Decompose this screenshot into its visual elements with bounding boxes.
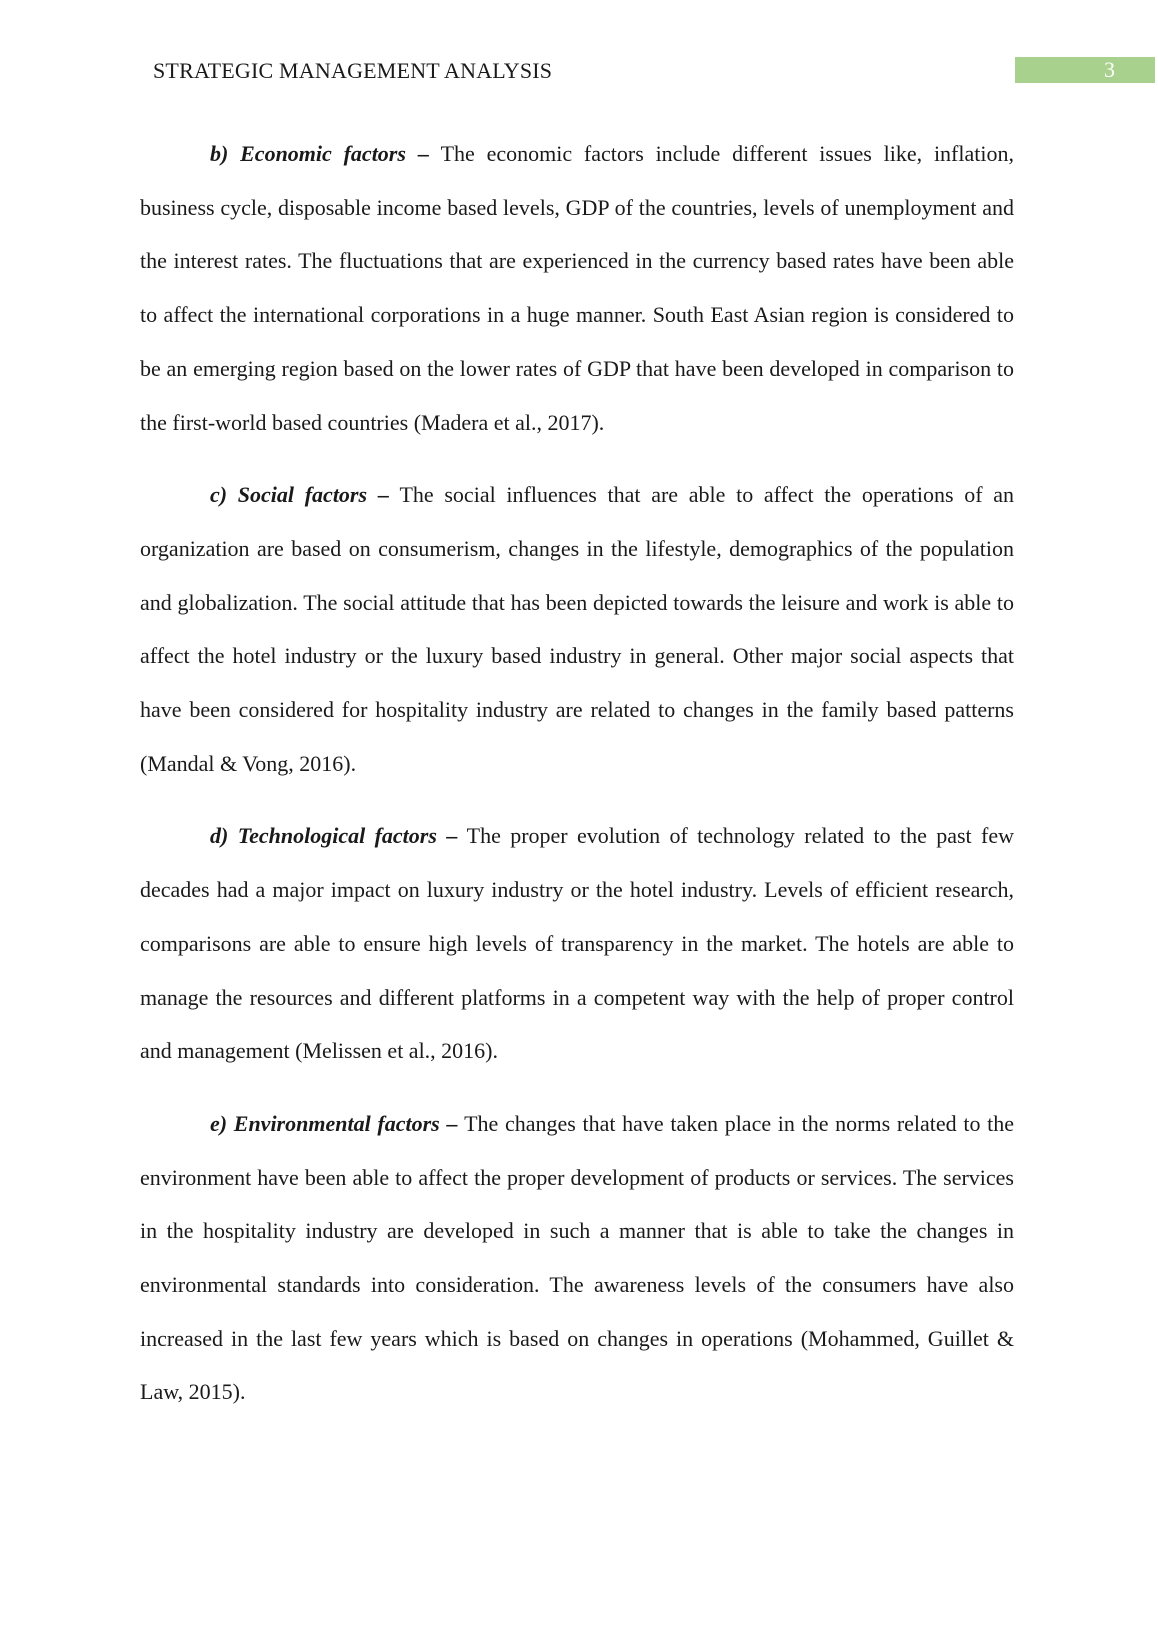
running-head: STRATEGIC MANAGEMENT ANALYSIS <box>153 58 553 83</box>
paragraph-heading: d) Technological factors <box>210 823 437 849</box>
paragraph-heading: b) Economic factors <box>210 141 406 166</box>
paragraph-text: The economic factors include different issues like, inflation, business cycle, disposable income based levels, GDP of the countries, levels of unemployment and the interest rates. The fluctuations that are experienced in the currency based rates have been able to affect the international corporations in a huge manner. South East Asian region is considered to be an emerging region based on the lower rates of GDP that have been developed in comparison to the first-world based countries (Madera et al., 2017). <box>140 141 1014 435</box>
paragraph-text: The changes that have taken place in the norms related to the environment have been able to affect the proper development of products or services. The services in the hospitality industry are developed in such a manner that is able to take the changes in environmental standards into consideration. The awareness levels of the consumers have also increased in the last few years which is based on changes in operations (Mohammed, Guillet & Law, 2015). <box>140 1110 1015 1405</box>
heading-dash: – <box>436 823 467 849</box>
paragraph-technological-factors <box>140 809 1014 1078</box>
paragraph-text: The social influences that are able to affect the operations of an organization are based on consumerism, changes in the lifestyle, demographics of the population and globalization. The social attitude that has been depicted towards the leisure and work is able to affect the hotel industry or the luxury based industry in general. Other major social aspects that have been considered for hospitality industry are related to changes in the family based patterns (Mandal & Vong, 2016). <box>140 482 1014 776</box>
paragraph-social-factors <box>140 468 1014 790</box>
heading-dash: – <box>405 141 441 166</box>
paragraph-heading: e) Environmental factors <box>210 1110 440 1136</box>
paragraph-heading: c) Social factors <box>210 482 368 508</box>
page-number: 3 <box>1104 57 1115 82</box>
paragraph-text: The proper evolution of technology related to the past few decades had a major impact on luxury industry or the hotel industry. Levels of efficient research, comparisons are able to ensure high levels of transparency in the market. The hotels are able to manage the resources and different platforms in a competent way with the help of proper control and management (Melissen et al., 2016). <box>140 823 1014 1064</box>
heading-dash: – <box>439 1110 465 1136</box>
document-body <box>140 127 1014 1438</box>
page-number-badge <box>1015 57 1155 83</box>
paragraph-economic-factors <box>140 127 1014 449</box>
paragraph-environmental-factors <box>140 1097 1014 1419</box>
heading-dash: – <box>367 482 400 508</box>
